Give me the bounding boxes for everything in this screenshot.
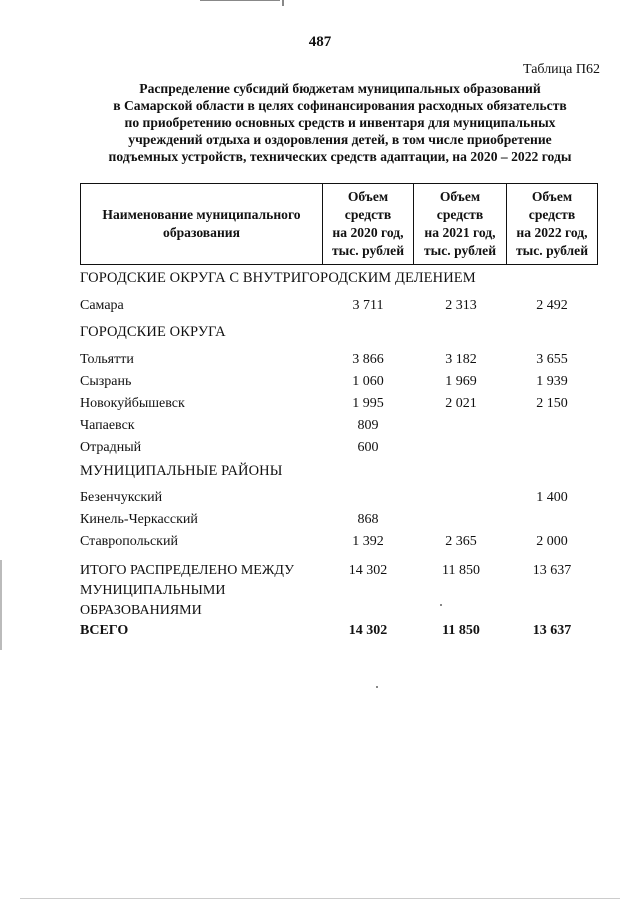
value-2021: 2 365 (445, 534, 477, 549)
scan-artifact (0, 560, 2, 650)
table-row (80, 394, 600, 414)
table-row (80, 296, 600, 316)
scan-artifact (282, 0, 284, 6)
row-name: Кинель-Черкасский (80, 512, 198, 527)
row-name: Сызрань (80, 374, 132, 389)
value-2020: 3 711 (352, 298, 384, 313)
title-line: подъемных устройств, технических средств адаптации, на 2020 – 2022 годы (108, 149, 572, 164)
value-2020: 1 060 (352, 374, 384, 389)
value-2022: 2 150 (536, 396, 568, 411)
scan-artifact (20, 898, 620, 899)
title-line: по приобретению основных средств и инвентаря для муниципальных (124, 115, 556, 130)
value-2021: 11 850 (442, 563, 480, 578)
value-2021: 11 850 (442, 623, 480, 638)
section-heading: ГОРОДСКИЕ ОКРУГА С ВНУТРИГОРОДСКИМ ДЕЛЕНИЕМ (80, 270, 476, 286)
value-2020: 868 (357, 512, 379, 527)
row-name: Новокуйбышевск (80, 396, 185, 411)
table-row (80, 416, 600, 436)
value-2022: 13 637 (532, 563, 572, 578)
value-2020: 3 866 (352, 352, 384, 367)
row-name: Чапаевск (80, 418, 135, 433)
value-2021: 1 969 (445, 374, 477, 389)
value-2022: 2 000 (536, 534, 568, 549)
value-2020: 1 995 (352, 396, 384, 411)
table-header (80, 183, 598, 265)
header-2020-column: Объем средств на 2020 год, тыс. рублей (323, 184, 414, 265)
scan-artifact (200, 0, 280, 1)
header-2022-column: Объем средств на 2022 год, тыс. рублей (507, 184, 598, 265)
row-name: Отрадный (80, 440, 142, 455)
table-row (80, 510, 600, 530)
value-2020: 1 392 (352, 534, 384, 549)
row-name: Тольятти (80, 352, 134, 367)
value-2022: 1 400 (536, 490, 568, 505)
distributed-total-label: ИТОГО РАСПРЕДЕЛЕНО МЕЖДУ МУНИЦИПАЛЬНЫМИ ОБРАЗОВАНИЯМИ (80, 563, 294, 618)
row-name: Ставропольский (80, 534, 178, 549)
table-row (80, 488, 600, 508)
title-line: учреждений отдыха и оздоровления детей, в том числе приобретение (128, 132, 552, 147)
table-title (70, 80, 610, 165)
header-name-column: Наименование муниципального образования (81, 184, 323, 265)
scan-artifact (440, 604, 442, 606)
table-row (80, 350, 600, 370)
section-heading: ГОРОДСКИЕ ОКРУГА (80, 324, 226, 340)
row-name: Самара (80, 298, 124, 313)
value-2022: 3 655 (536, 352, 568, 367)
section-heading: МУНИЦИПАЛЬНЫЕ РАЙОНЫ (80, 463, 283, 479)
value-2022: 2 492 (536, 298, 568, 313)
title-line: в Самарской области в целях софинансирования расходных обязательств (113, 98, 567, 113)
value-2022: 1 939 (536, 374, 568, 389)
table-label: Таблица П62 (523, 62, 600, 77)
row-name: Безенчукский (80, 490, 163, 505)
table-row (80, 438, 600, 458)
value-2020: 14 302 (348, 623, 388, 638)
table-row (80, 372, 600, 392)
value-2020: 809 (357, 418, 379, 433)
value-2021: 3 182 (445, 352, 477, 367)
value-2020: 600 (357, 440, 379, 455)
grand-total-label: ВСЕГО (80, 623, 129, 638)
page-number: 487 (308, 34, 332, 50)
value-2022: 13 637 (532, 623, 572, 638)
distributed-total-row (80, 561, 600, 621)
header-2021-column: Объем средств на 2021 год, тыс. рублей (414, 184, 507, 265)
table-row (80, 532, 600, 552)
grand-total-row (80, 621, 600, 641)
value-2021: 2 021 (445, 396, 477, 411)
title-line: Распределение субсидий бюджетам муниципальных образований (139, 81, 541, 96)
value-2020: 14 302 (348, 563, 388, 578)
scan-artifact (376, 686, 378, 688)
value-2021: 2 313 (445, 298, 477, 313)
